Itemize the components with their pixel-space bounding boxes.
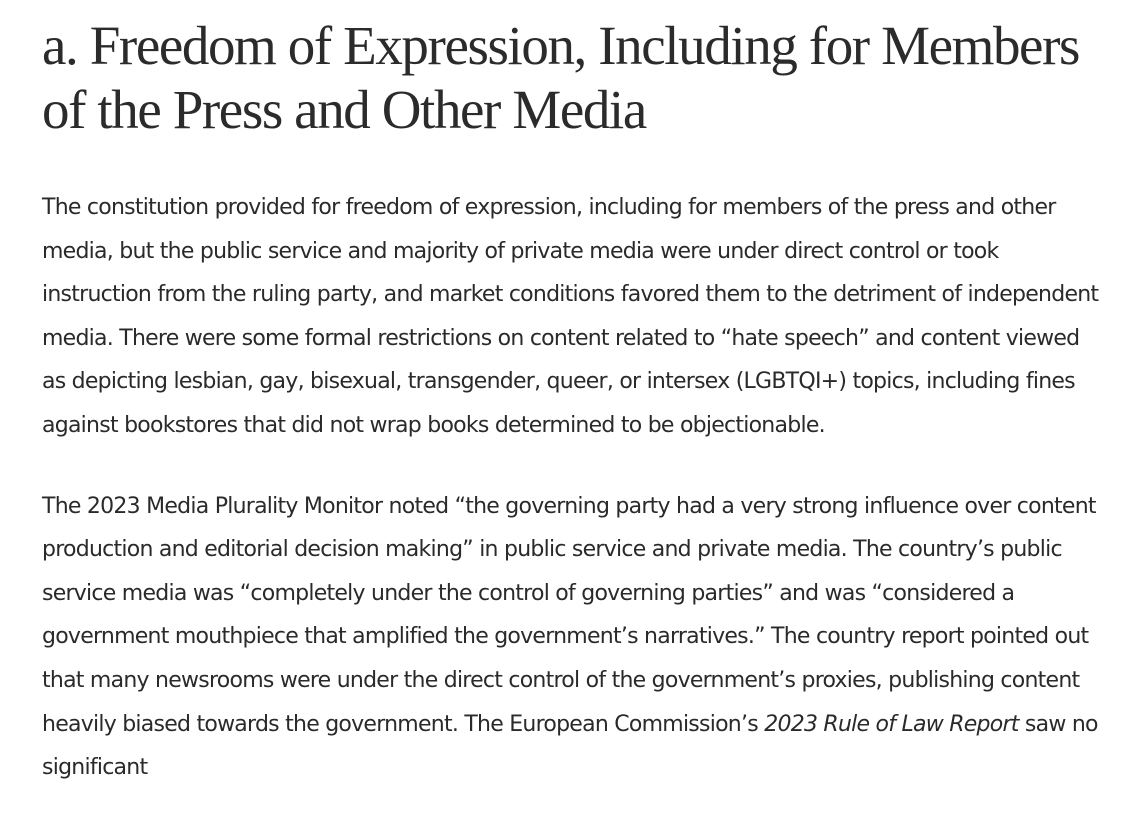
paragraph-constitution: The constitution provided for freedom of expression, including for members of the press and other media, but the public service and majority of private media were under direct control or took instruction from the ruling party, and market conditions favored them to the detriment of independent media. There were some formal restrictions on content related to “hate speech” and content viewed as depicting lesbian, gay, bisexual, transgender, queer, or intersex (LGBTQI+) topics, including fines against bookstores that did not wrap books determined to be objectionable. [42, 195, 1099, 438]
report-title: 2023 Rule of Law Report [764, 711, 1019, 737]
paragraph-text-after: saw no significant [42, 711, 1098, 781]
section-heading: a. Freedom of Expression, Including for Members of the Press and Other Media [42, 15, 1079, 140]
paragraph-text-before: The 2023 Media Plurality Monitor noted “the governing party had a very strong influence over content production and editorial decision making” in public service and private media. The country’s public service media was “completely under the control of governing parties” and was “considered a government mouthpiece that amplified the government’s narratives.” The country report pointed out that many newsrooms were under the direct control of the government’s proxies, publishing content heavily biased towards the government. The European Commission’s [42, 493, 1096, 737]
article-body [42, 14, 1102, 790]
paragraph-media-plurality [42, 485, 1102, 790]
